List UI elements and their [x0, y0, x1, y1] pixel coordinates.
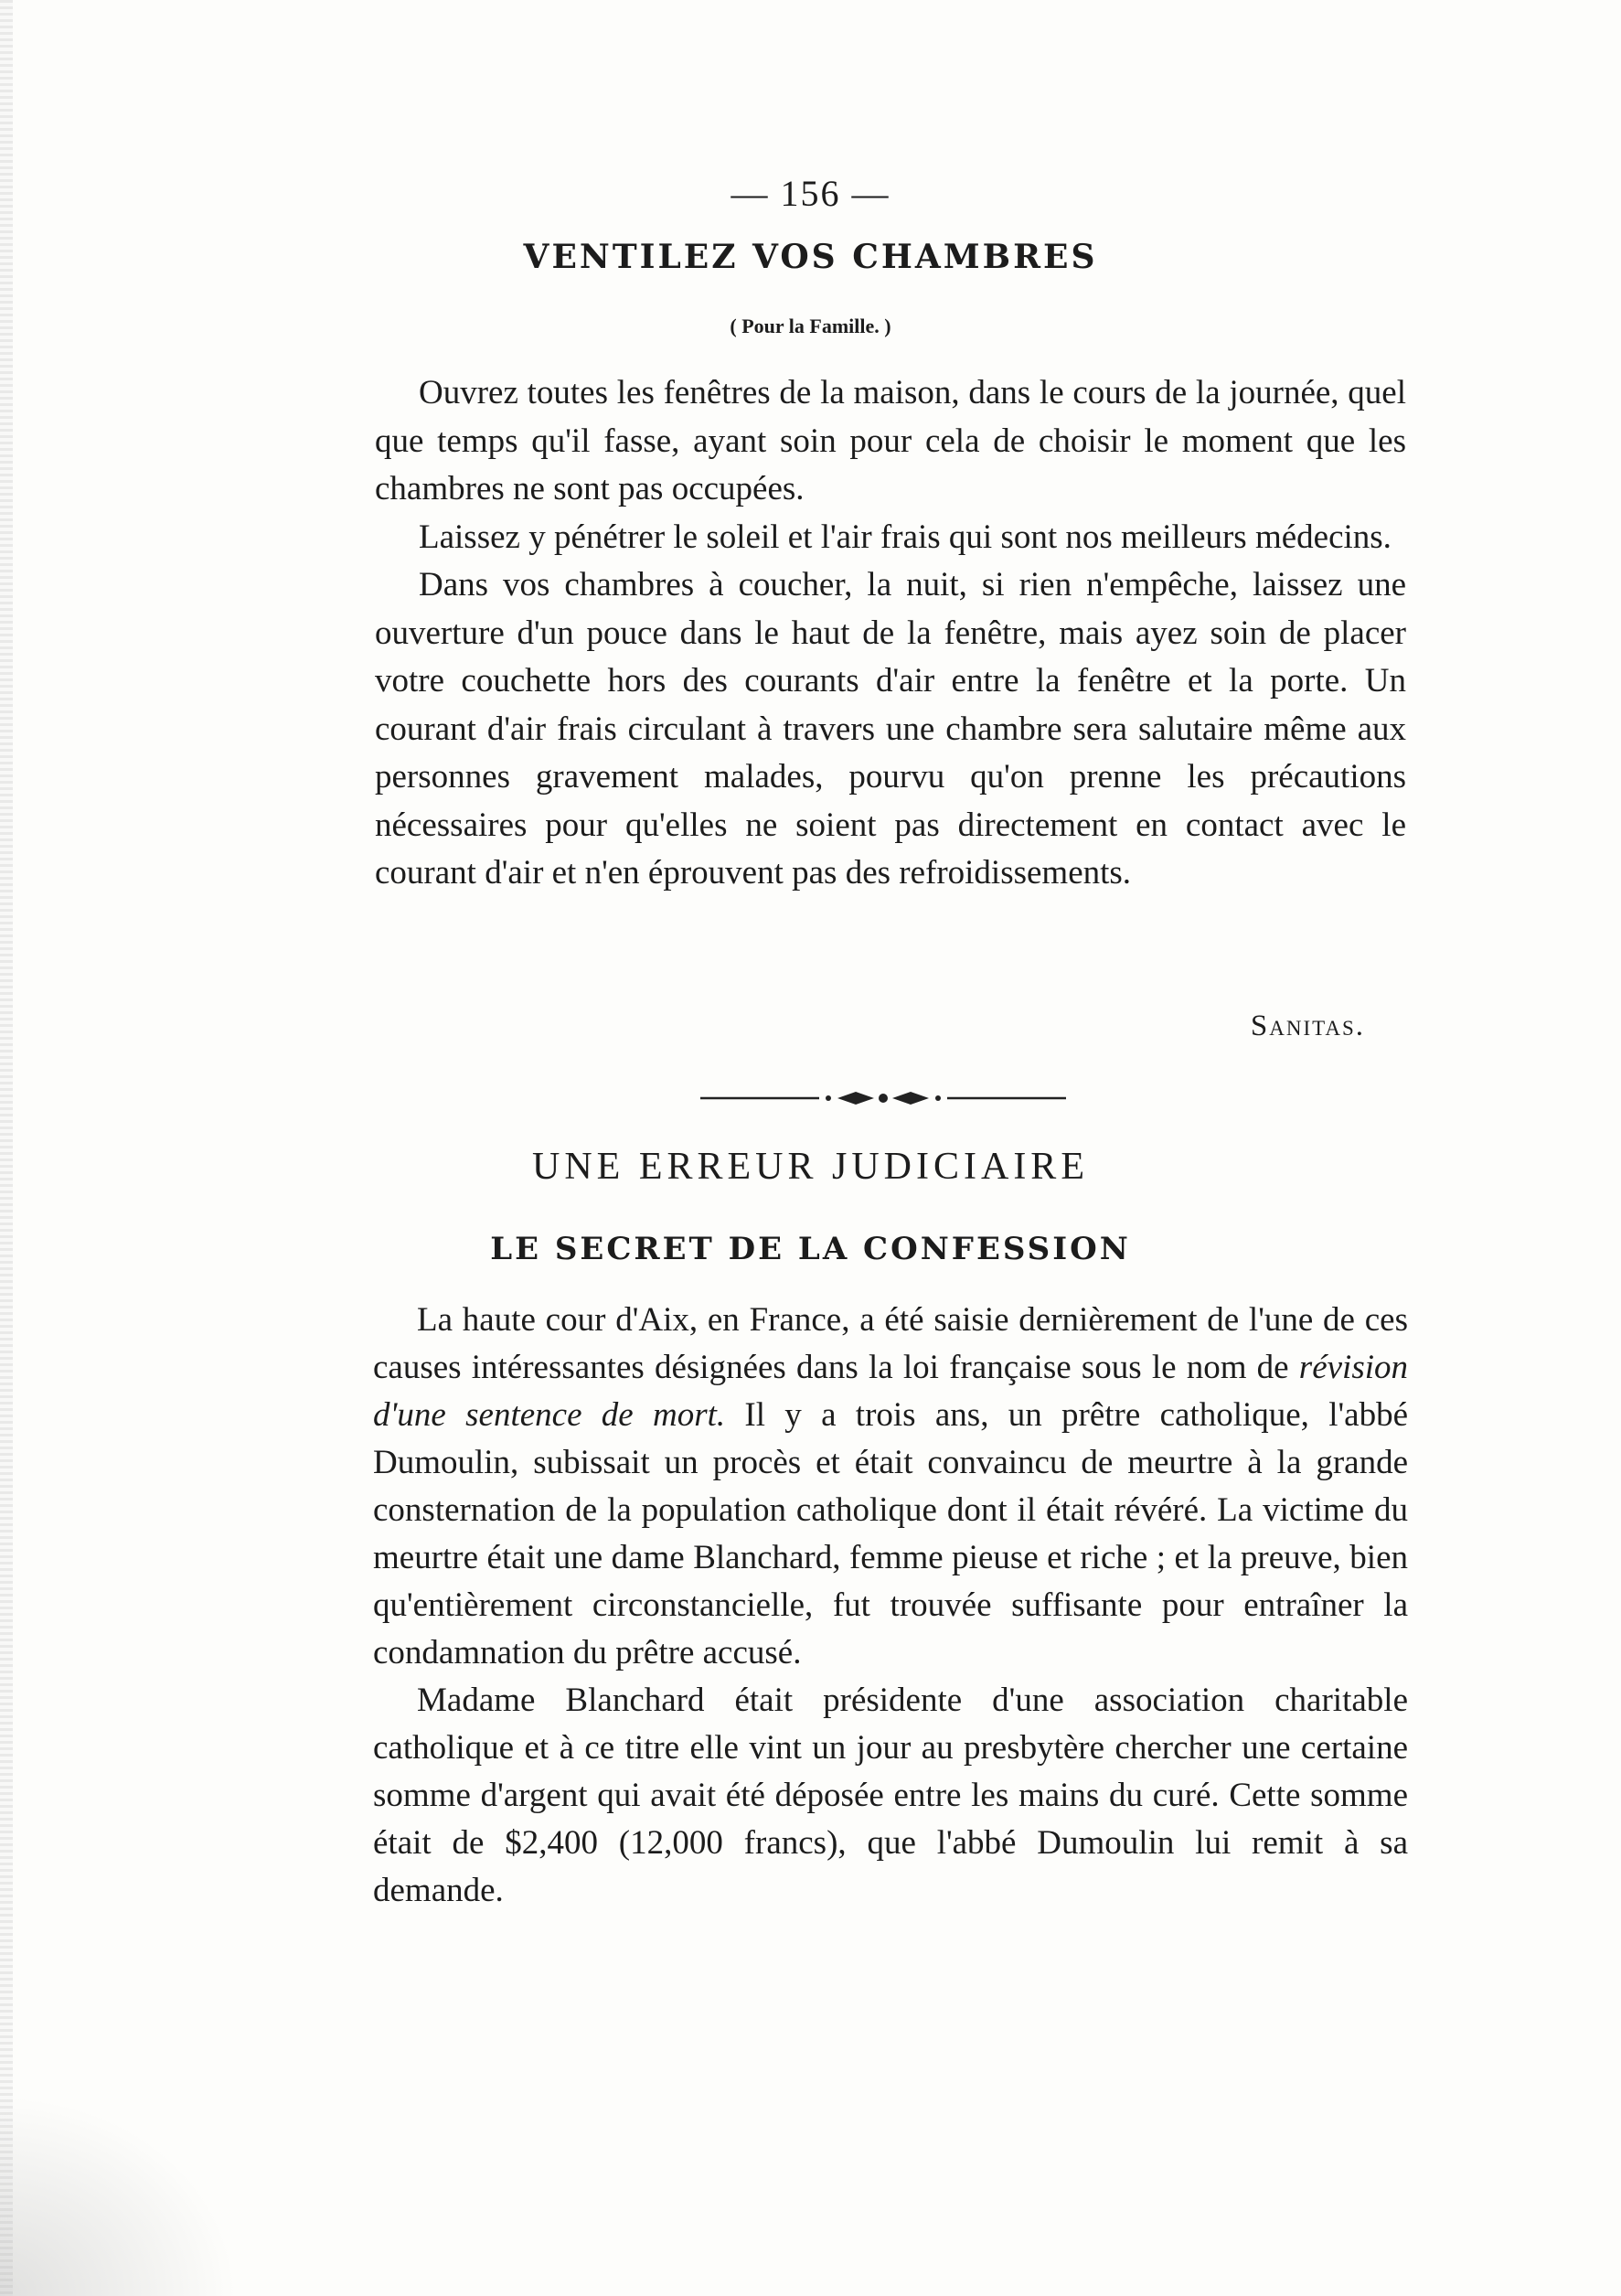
paragraph: Dans vos chambres à coucher, la nuit, si rien n'empêche, laissez une ouverture d'un pouce dans le haut de la fenêtre, mais ayez soin de placer votre couchette hors des courants d'air entre la fenêtre et la porte. Un courant d'air frais circulant à travers une chambre sera salutaire même aux personnes gravement malades, pourvu qu'on prenne les précautions nécessaires pour qu'elles ne soient pas directement en contact avec le courant d'air et n'en éprouvent pas des refroidissements. — [375, 566, 1406, 892]
italic-phrase: révision d'une sentence de mort. — [373, 1349, 1408, 1434]
paragraph: Laissez y pénétrer le soleil et l'air frais qui sont nos meilleurs médecins. — [419, 518, 1392, 556]
paragraph-text: La haute cour d'Aix, en France, a été saisie dernièrement de l'une de ces causes intéressantes désignées dans la loi française sous le nom de — [373, 1301, 1408, 1386]
paragraph — [373, 1297, 1408, 1677]
article-body — [373, 1297, 1408, 1915]
ornament-divider — [700, 1084, 1066, 1112]
paragraph: Ouvrez toutes les fenêtres de la maison, dans le cours de la journée, quel que temps qu'il fasse, ayant soin pour cela de choisir le moment que les chambres ne sont pas occupées. — [375, 374, 1406, 507]
paragraph-text: Il y a trois ans, un prêtre catholique, l'abbé Dumoulin, subissait un procès et était convaincu de meurtre à la grande consternation de la population catholique dont il était révéré. La victime du meurtre était une dame Blanchard, femme pieuse et riche ; et la preuve, bien qu'entièrement circonstancielle, fut trouvée suffisante pour entraîner la condamnation du prêtre accusé. — [373, 1396, 1408, 1671]
paragraph: Madame Blanchard était présidente d'une association charitable catholique et à ce titre elle vint un jour au presbytère chercher une certaine somme d'argent qui avait été déposée entre les mains du curé. Cette somme était de $2,400 (12,000 francs), que l'abbé Dumoulin lui remit à sa demande. — [373, 1682, 1408, 1909]
article-signature: Sanitas. — [1250, 1009, 1365, 1042]
scan-shadow — [0, 2095, 238, 2296]
page-number: — 156 — — [731, 173, 890, 214]
article-body — [375, 369, 1406, 898]
article-subtitle: ( Pour la Famille. ) — [730, 315, 891, 337]
article-title: UNE ERREUR JUDICIAIRE — [532, 1146, 1089, 1188]
article-subtitle: LE SECRET DE LA CONFESSION — [490, 1231, 1131, 1267]
article-title: VENTILEZ VOS CHAMBRES — [523, 238, 1098, 276]
